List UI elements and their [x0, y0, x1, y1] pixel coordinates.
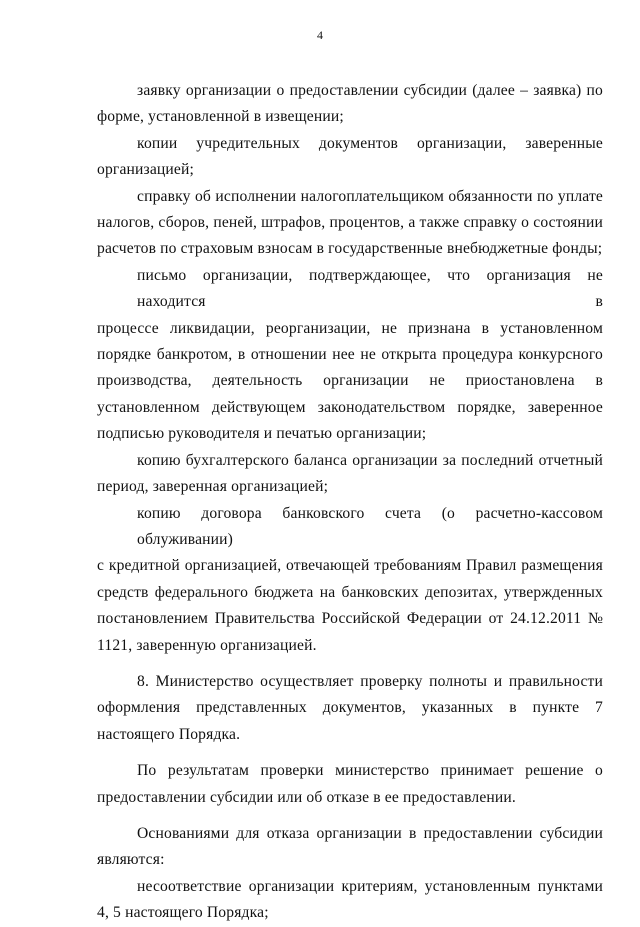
- paragraph-first-line: копию договора банковского счета (о расчетно-кассовом облуживании): [137, 504, 603, 548]
- paragraph-continuation: организацией;: [97, 161, 194, 179]
- paragraph-first-line: справку об исполнении налогоплательщиком обязанности по уплате: [137, 187, 603, 205]
- paragraph-continuation: налогов, сборов, пеней, штрафов, процентов, а также справку о состоянии расчетов по страховым взносам в государственные внебюджетные фонды;: [97, 214, 603, 258]
- paragraph-bank-account-agreement: [97, 501, 603, 659]
- paragraph-first-line: копии учредительных документов организации, заверенные: [137, 134, 603, 152]
- paragraph-continuation: форме, установленной в извещении;: [97, 108, 344, 126]
- paragraph-first-line: 8. Министерство осуществляет проверку полноты и правильности: [137, 672, 603, 690]
- paragraph-first-line: По результатам проверки министерство принимает решение о: [137, 762, 603, 780]
- paragraph-organization-letter: [97, 263, 603, 448]
- paragraph-first-line: письмо организации, подтверждающее, что организация не находится в: [137, 266, 603, 311]
- paragraph-criteria-mismatch: [97, 874, 603, 927]
- paragraph-continuation: период, заверенная организацией;: [97, 478, 329, 496]
- paragraph-refusal-grounds: [97, 821, 603, 874]
- paragraph-review-results: [97, 758, 603, 811]
- paragraph-clause-8: [97, 669, 603, 748]
- paragraph-continuation: являются:: [97, 851, 165, 869]
- paragraph-first-line: копию бухгалтерского баланса организации за последний отчетный: [137, 451, 603, 469]
- paragraph-tax-certificate: [97, 184, 603, 263]
- paragraph-founding-documents: [97, 131, 603, 184]
- paragraph-continuation: оформления представленных документов, указанных в пункте 7 настоящего Порядка.: [97, 699, 603, 743]
- paragraph-first-line: Основаниями для отказа организации в предоставлении субсидии: [137, 824, 603, 842]
- paragraph-continuation: процессе ликвидации, реорганизации, не признана в установленном порядке банкротом, в отношении нее не открыта процедура конкурсного производства, деятельность организации не приостановлена в установленном действующем законодательством порядке, заверенное подписью руководителя и печатью организации;: [97, 319, 603, 443]
- paragraph-balance-sheet: [97, 448, 603, 501]
- paragraph-first-line: несоответствие организации критериям, установленным пунктами: [137, 877, 603, 895]
- paragraph-continuation: предоставлении субсидии или об отказе в ее предоставлении.: [97, 788, 516, 806]
- document-body: [97, 78, 603, 927]
- paragraph-continuation: с кредитной организацией, отвечающей требованиям Правил размещения средств федерального бюджета на банковских депозитах, утвержденных постановлением Правительства Российской Федерации от 24.12.2011 № 1121, заверенную организацией.: [97, 557, 603, 654]
- paragraph-continuation: 4, 5 настоящего Порядка;: [97, 904, 269, 922]
- page-number: 4: [317, 28, 323, 42]
- paragraph-first-line: заявку организации о предоставлении субсидии (далее – заявка) по: [137, 82, 603, 99]
- paragraph-application: [97, 78, 603, 131]
